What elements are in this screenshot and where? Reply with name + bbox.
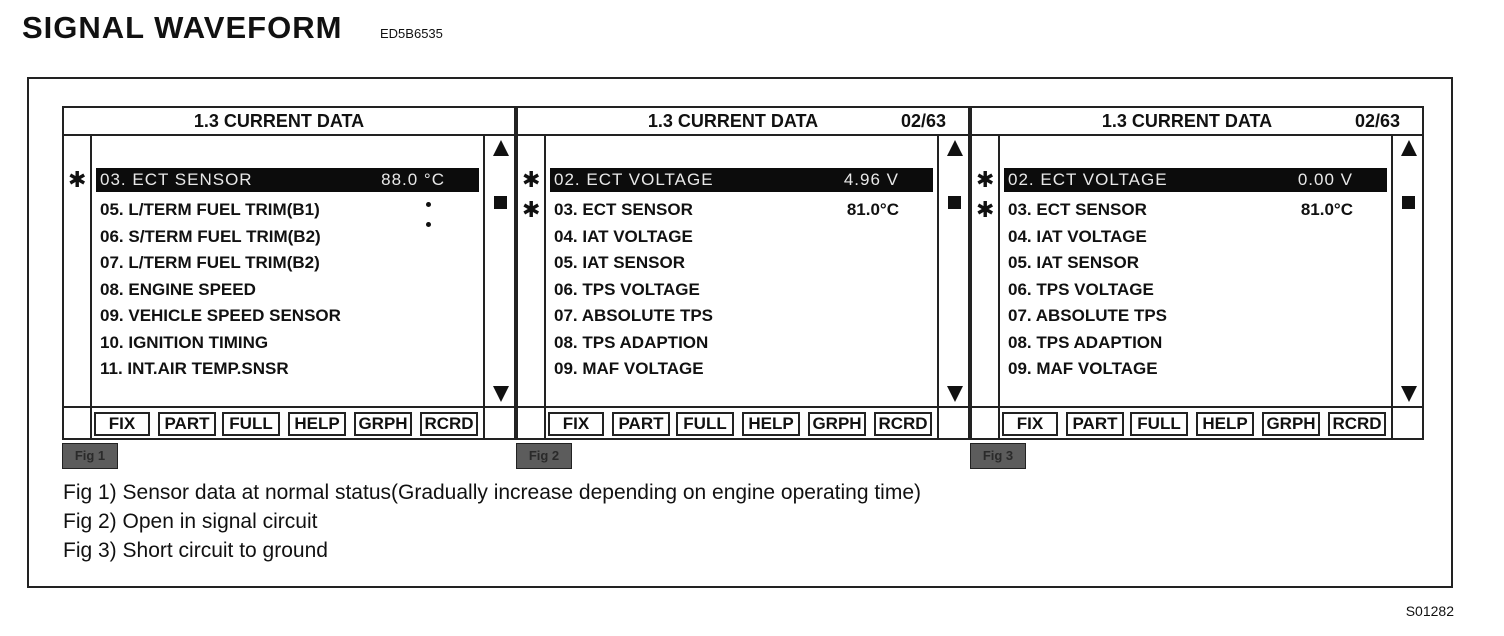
divider — [544, 408, 546, 440]
data-row-name: 07. ABSOLUTE TPS — [1008, 306, 1168, 325]
data-row[interactable] — [550, 331, 933, 355]
data-row[interactable] — [550, 278, 933, 302]
data-row[interactable] — [96, 331, 479, 355]
data-row-name: 09. MAF VOLTAGE — [1008, 359, 1158, 378]
fig-label-text: Fig 3 — [982, 448, 1014, 463]
caption-fig2: Fig 2) Open in signal circuit — [63, 510, 318, 533]
fix-button[interactable]: FIX — [1002, 412, 1058, 436]
scroll-up-arrow-icon[interactable] — [947, 140, 963, 156]
data-row[interactable] — [550, 357, 933, 381]
scroll-up-arrow-icon[interactable] — [493, 140, 509, 156]
document-code: ED5B6535 — [380, 26, 443, 41]
function-key-bar — [62, 406, 516, 440]
part-button[interactable]: PART — [612, 412, 670, 436]
document-title: SIGNAL WAVEFORM — [22, 10, 343, 45]
scroll-down-arrow-icon[interactable] — [947, 386, 963, 402]
scroll-up-arrow-icon[interactable] — [1401, 140, 1417, 156]
help-button[interactable]: HELP — [742, 412, 800, 436]
selected-star-icon: ✱ — [976, 167, 995, 192]
data-row[interactable] — [1004, 357, 1387, 381]
data-row-name: 08. TPS ADAPTION — [554, 333, 709, 352]
data-row-name: 02. ECT VOLTAGE — [554, 170, 714, 189]
data-row-name: 06. TPS VOLTAGE — [1008, 280, 1154, 299]
data-row[interactable] — [96, 168, 479, 192]
screen-header — [970, 106, 1424, 136]
data-row-name: 05. L/TERM FUEL TRIM(B1) — [100, 200, 320, 219]
data-row-name: 04. IAT VOLTAGE — [554, 227, 693, 246]
data-row-value: 81.0°C — [1300, 200, 1353, 219]
data-row-name: 05. IAT SENSOR — [554, 253, 685, 272]
data-row-name: 07. ABSOLUTE TPS — [554, 306, 714, 325]
scroll-thumb[interactable] — [1402, 196, 1415, 209]
rcrd-button[interactable]: RCRD — [420, 412, 478, 436]
divider — [937, 408, 939, 440]
data-row-value: 81.0°C — [846, 200, 899, 219]
data-row-name: 05. IAT SENSOR — [1008, 253, 1139, 272]
fig-label-badge — [516, 443, 572, 469]
screen-title: 1.3 CURRENT DATA — [193, 111, 365, 131]
selected-star-icon: ✱ — [68, 167, 87, 192]
scroll-down-arrow-icon[interactable] — [493, 386, 509, 402]
data-row[interactable] — [96, 304, 479, 328]
screen-title: 1.3 CURRENT DATA — [647, 111, 819, 131]
data-row-name: 07. L/TERM FUEL TRIM(B2) — [100, 253, 320, 272]
scroll-down-arrow-icon[interactable] — [1401, 386, 1417, 402]
data-row[interactable] — [1004, 278, 1387, 302]
fig-label-badge — [970, 443, 1026, 469]
data-row-name: 09. MAF VOLTAGE — [554, 359, 704, 378]
data-row-name: 10. IGNITION TIMING — [100, 333, 269, 352]
full-button[interactable]: FULL — [222, 412, 280, 436]
data-row[interactable] — [1004, 168, 1387, 192]
data-row[interactable] — [550, 198, 933, 222]
data-row-value: 4.96 V — [843, 170, 899, 189]
page-counter: 02/63 — [1354, 111, 1400, 131]
fig-label-text: Fig 2 — [528, 448, 560, 463]
fix-button[interactable]: FIX — [548, 412, 604, 436]
divider — [1391, 408, 1393, 440]
data-row[interactable] — [96, 278, 479, 302]
data-row-name: 04. IAT VOLTAGE — [1008, 227, 1147, 246]
grph-button[interactable]: GRPH — [808, 412, 866, 436]
data-row[interactable] — [1004, 331, 1387, 355]
screen-header — [62, 106, 516, 136]
selection-column — [516, 136, 546, 406]
function-key-bar — [516, 406, 970, 440]
part-button[interactable]: PART — [158, 412, 216, 436]
data-row[interactable] — [96, 198, 479, 222]
data-row[interactable] — [550, 251, 933, 275]
rcrd-button[interactable]: RCRD — [1328, 412, 1386, 436]
data-row-name: 11. INT.AIR TEMP.SNSR — [100, 359, 289, 378]
scroll-thumb[interactable] — [948, 196, 961, 209]
data-row[interactable] — [96, 251, 479, 275]
scrollbar[interactable] — [483, 136, 514, 406]
fig-label-text: Fig 1 — [74, 448, 106, 463]
figure-code: S01282 — [1405, 603, 1454, 619]
scan-tool-screen-2 — [516, 106, 970, 463]
screen-title: 1.3 CURRENT DATA — [1101, 111, 1273, 131]
grph-button[interactable]: GRPH — [1262, 412, 1320, 436]
selected-star-icon: ✱ — [522, 167, 541, 192]
scroll-thumb[interactable] — [494, 196, 507, 209]
data-row[interactable] — [1004, 304, 1387, 328]
data-row-name: 02. ECT VOLTAGE — [1008, 170, 1168, 189]
data-row-name: 08. ENGINE SPEED — [100, 280, 256, 299]
data-row-name: 08. TPS ADAPTION — [1008, 333, 1163, 352]
data-row-value: 88.0 °C — [381, 170, 445, 189]
scan-tool-screen-3 — [970, 106, 1424, 463]
dot — [426, 202, 431, 207]
part-button[interactable]: PART — [1066, 412, 1124, 436]
data-list — [92, 136, 483, 406]
grph-button[interactable]: GRPH — [354, 412, 412, 436]
selected-star-icon: ✱ — [976, 197, 995, 222]
caption-fig3: Fig 3) Short circuit to ground — [63, 539, 328, 562]
divider — [998, 408, 1000, 440]
dot — [426, 222, 431, 227]
data-row[interactable] — [550, 304, 933, 328]
data-list — [546, 136, 937, 406]
data-row-name: 03. ECT SENSOR — [554, 200, 693, 219]
data-row-name: 03. ECT SENSOR — [100, 170, 253, 189]
data-row[interactable] — [550, 168, 933, 192]
page-counter: 02/63 — [900, 111, 946, 131]
figure-frame — [27, 77, 1453, 588]
caption-fig1: Fig 1) Sensor data at normal status(Gradually increase depending on engine operating time) — [63, 481, 921, 504]
scan-tool-screen-1 — [62, 106, 516, 463]
divider — [483, 408, 485, 440]
data-row-name: 03. ECT SENSOR — [1008, 200, 1147, 219]
data-row-value: 0.00 V — [1297, 170, 1353, 189]
data-list — [1000, 136, 1391, 406]
dotted-marker — [426, 202, 432, 232]
rcrd-button[interactable]: RCRD — [874, 412, 932, 436]
function-key-bar — [970, 406, 1424, 440]
data-row-name: 06. TPS VOLTAGE — [554, 280, 700, 299]
data-row[interactable] — [1004, 225, 1387, 249]
selection-column — [62, 136, 92, 406]
data-row-name: 09. VEHICLE SPEED SENSOR — [100, 306, 341, 325]
selected-star-icon: ✱ — [522, 197, 541, 222]
fig-label-badge — [62, 443, 118, 469]
fix-button[interactable]: FIX — [94, 412, 150, 436]
screen-header — [516, 106, 970, 136]
selection-column — [970, 136, 1000, 406]
divider — [90, 408, 92, 440]
scrollbar[interactable] — [1391, 136, 1422, 406]
data-row[interactable] — [1004, 198, 1387, 222]
data-row[interactable] — [1004, 251, 1387, 275]
help-button[interactable]: HELP — [288, 412, 346, 436]
data-row[interactable] — [96, 357, 479, 381]
scrollbar[interactable] — [937, 136, 968, 406]
full-button[interactable]: FULL — [676, 412, 734, 436]
full-button[interactable]: FULL — [1130, 412, 1188, 436]
data-row[interactable] — [96, 225, 479, 249]
help-button[interactable]: HELP — [1196, 412, 1254, 436]
data-row-name: 06. S/TERM FUEL TRIM(B2) — [100, 227, 321, 246]
data-row[interactable] — [550, 225, 933, 249]
